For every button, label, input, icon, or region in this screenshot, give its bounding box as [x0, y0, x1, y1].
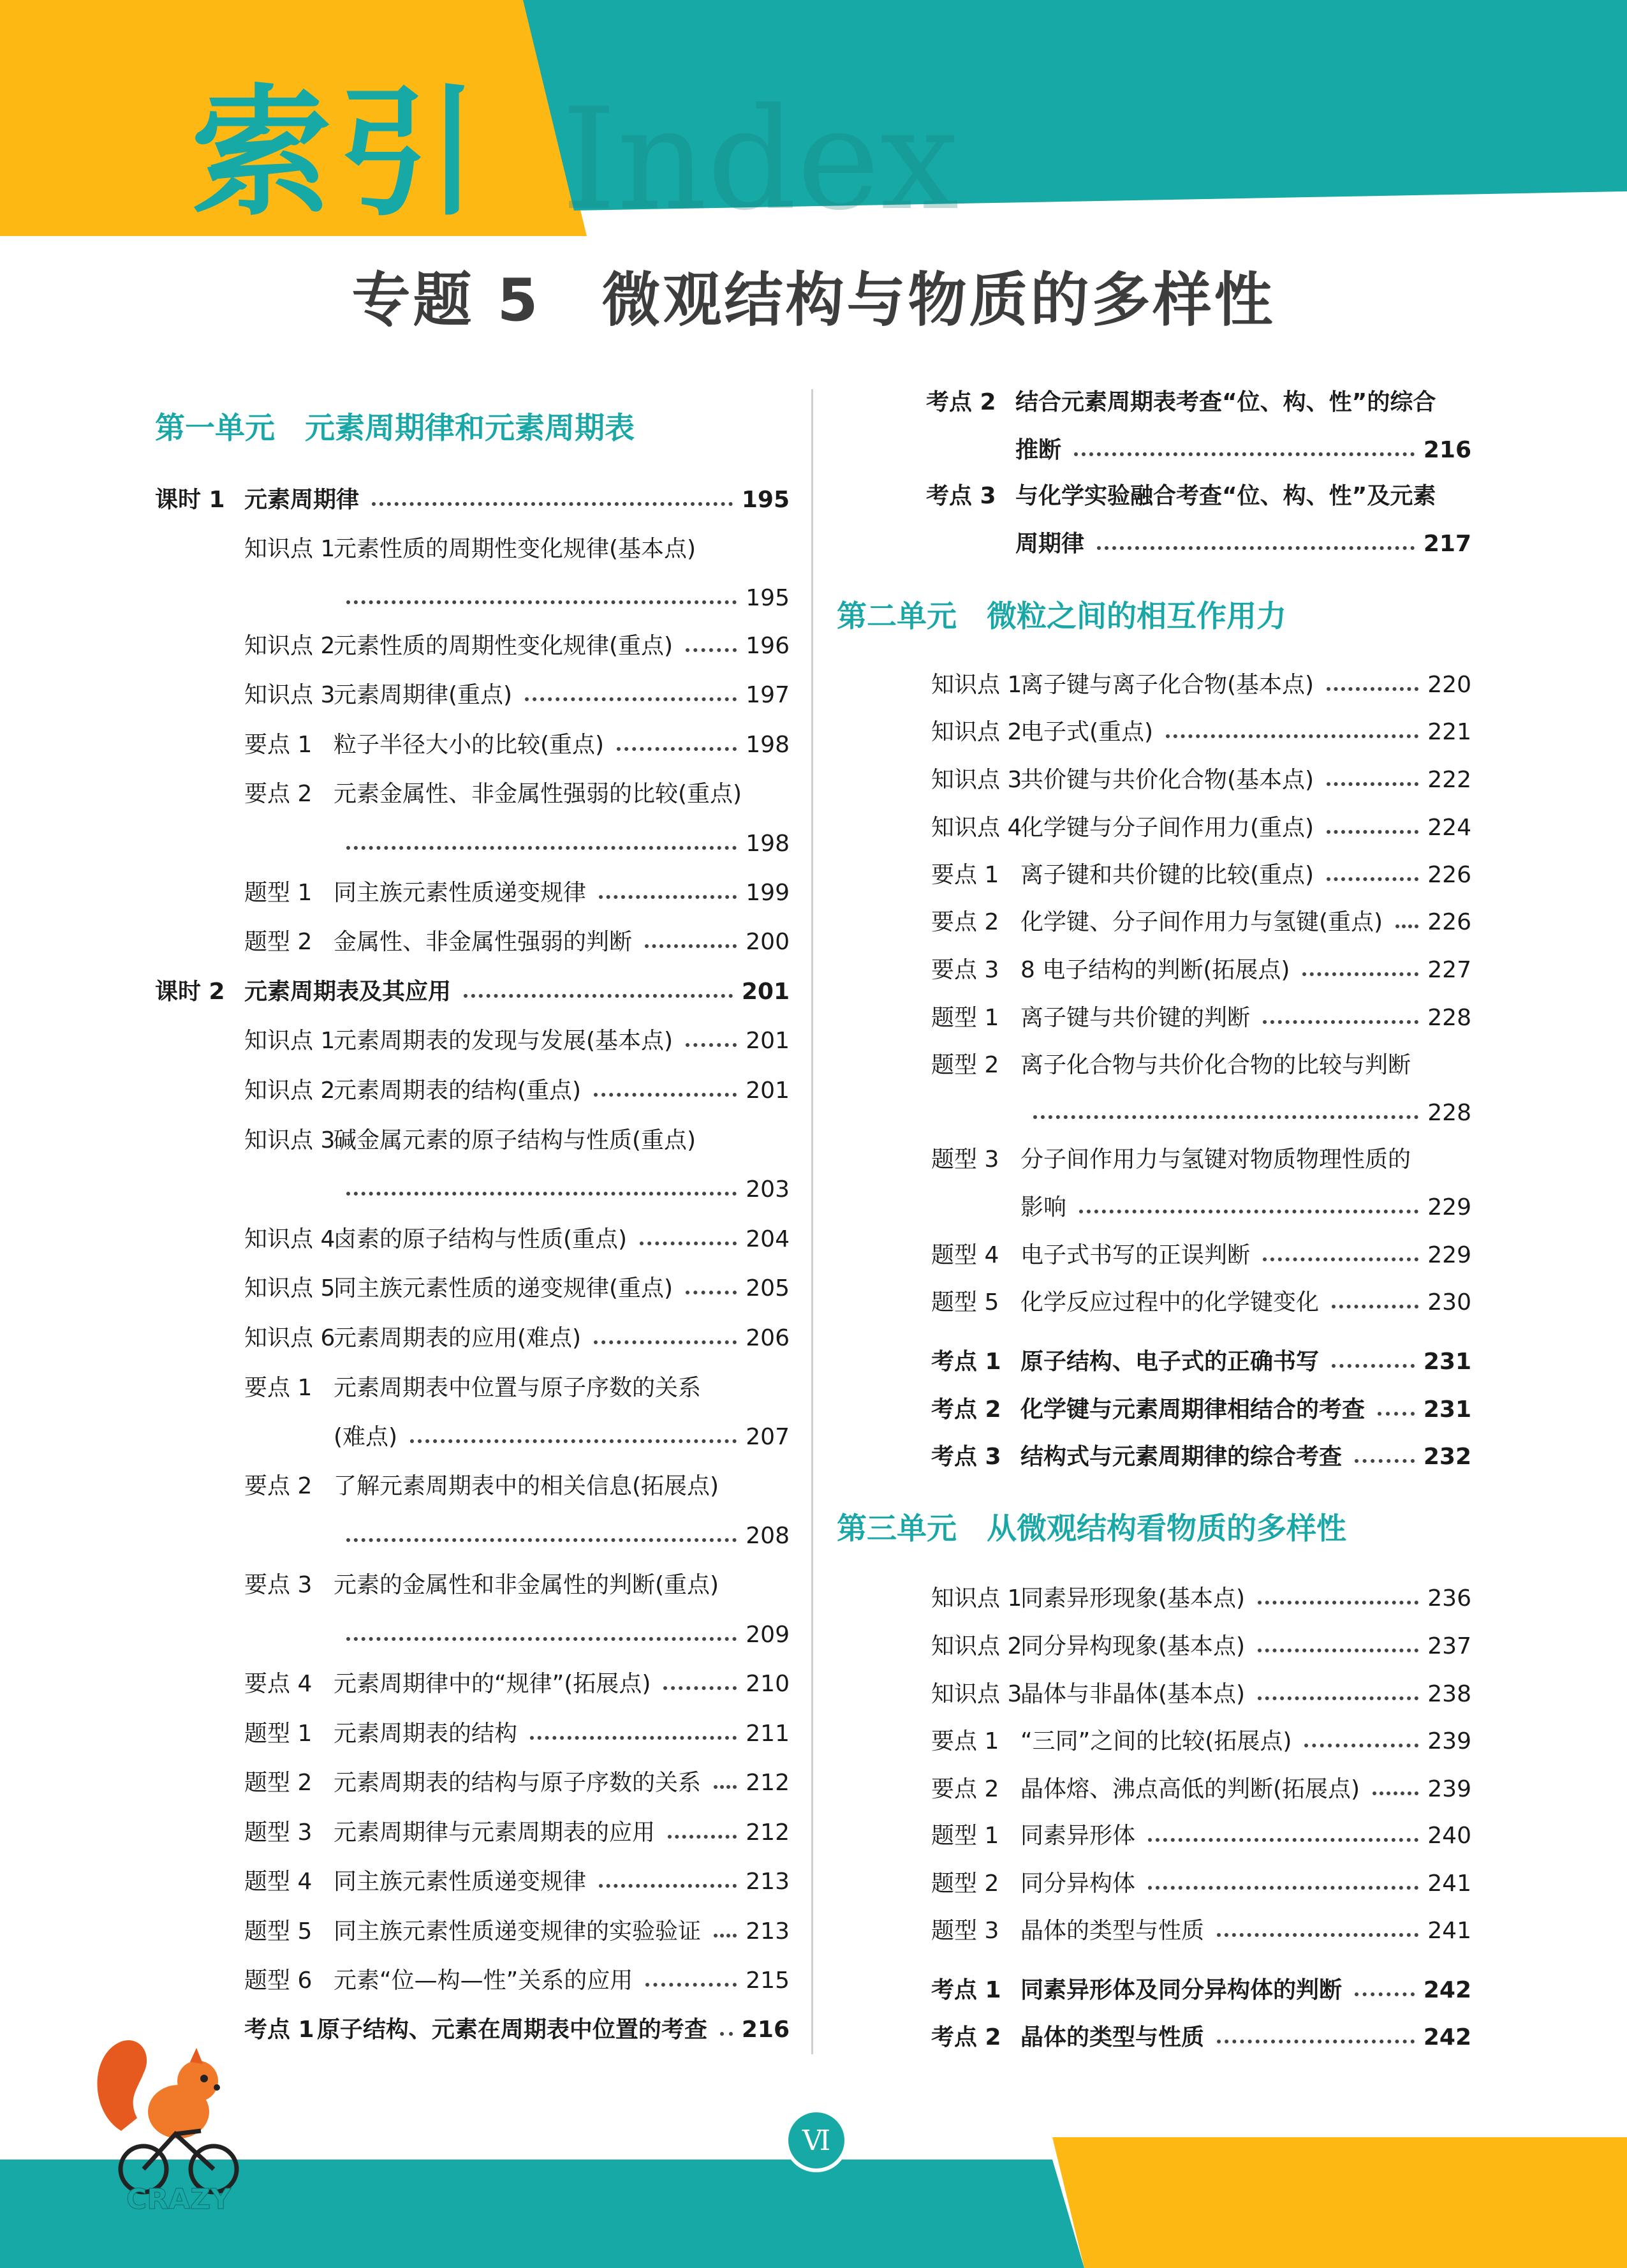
- toc-leader-dots: [1258, 1696, 1418, 1700]
- toc-page-number: 199: [746, 880, 790, 906]
- toc-page-number: 226: [1427, 862, 1471, 888]
- toc-entry-text: 周期律: [1015, 531, 1085, 557]
- toc-page-number: 228: [1427, 1005, 1471, 1031]
- toc-entry-text: 元素性质的周期性变化规律(基本点): [334, 536, 696, 562]
- toc-entry-text: 元素周期律中的“规律”(拓展点): [334, 1671, 651, 1697]
- header-watermark: Index: [561, 78, 959, 241]
- toc-page-number: 196: [746, 633, 790, 659]
- toc-leader-dots: [1355, 1459, 1415, 1463]
- toc-entry[interactable]: [931, 674, 1471, 697]
- toc-entry[interactable]: [931, 1148, 1471, 1171]
- squirrel-mascot-icon: [83, 2029, 274, 2214]
- toc-entry[interactable]: [244, 1525, 790, 1548]
- toc-entry-label: 知识点 4: [931, 815, 1022, 841]
- toc-entry-text: 晶体熔、沸点高低的判断(拓展点): [1020, 1776, 1360, 1802]
- toc-page-number: 232: [1423, 1444, 1471, 1470]
- toc-page-number: 220: [1427, 672, 1471, 698]
- toc-entry-text: 同主族元素性质递变规律: [334, 1869, 587, 1895]
- toc-page-number: 240: [1427, 1823, 1471, 1849]
- toc-entry[interactable]: [155, 489, 790, 512]
- toc-page-number: 209: [746, 1622, 790, 1648]
- toc-entry-label: 知识点 1: [931, 672, 1022, 698]
- toc-entry-label: 要点 1: [244, 1375, 313, 1401]
- toc-entry-label: 题型 2: [931, 1871, 999, 1897]
- toc-entry[interactable]: [926, 533, 1471, 556]
- toc-entry-text: 金属性、非金属性强弱的判断: [334, 929, 633, 955]
- toc-page-number: 200: [746, 929, 790, 955]
- toc-entry[interactable]: [244, 538, 790, 561]
- toc-page-number: 222: [1427, 767, 1471, 793]
- toc-entry[interactable]: [244, 1624, 790, 1647]
- toc-leader-dots: [1327, 830, 1418, 834]
- toc-leader-dots: [645, 1983, 737, 1987]
- toc-entry[interactable]: [244, 2019, 790, 2042]
- toc-entry-label: 知识点 3: [244, 1127, 335, 1153]
- toc-leader-dots: [1263, 1020, 1418, 1024]
- toc-page-number: 212: [746, 1770, 790, 1796]
- toc-page-number: 227: [1427, 957, 1471, 983]
- toc-entry-label: 知识点 2: [931, 719, 1022, 745]
- toc-entry-label: 考点 2: [931, 2024, 1001, 2050]
- toc-leader-dots: [599, 895, 737, 899]
- toc-entry-label: 要点 2: [931, 909, 999, 935]
- topic-title: 专题 5 微观结构与物质的多样性: [351, 266, 1276, 334]
- toc-entry-label: 题型 1: [931, 1005, 999, 1031]
- toc-entry-label: 课时 1: [155, 487, 225, 513]
- toc-page-number: 241: [1427, 1918, 1471, 1944]
- toc-entry-text: 同主族元素性质的递变规律(重点): [334, 1275, 674, 1301]
- toc-entry[interactable]: [931, 959, 1471, 982]
- toc-page-number: 210: [746, 1671, 790, 1697]
- toc-entry-text: “三同”之间的比较(拓展点): [1020, 1728, 1292, 1754]
- toc-entry[interactable]: [244, 1079, 790, 1102]
- toc-entry[interactable]: [244, 833, 790, 856]
- toc-page-number: 242: [1423, 1977, 1471, 2003]
- toc-page-number: 229: [1427, 1194, 1471, 1220]
- toc-leader-dots: [346, 846, 737, 850]
- toc-leader-dots: [346, 1192, 737, 1196]
- toc-entry-label: 知识点 6: [244, 1325, 335, 1351]
- toc-leader-dots: [640, 1241, 737, 1245]
- toc-page-number: 203: [746, 1176, 790, 1203]
- toc-entry[interactable]: [931, 1351, 1471, 1374]
- toc-entry-text: 化学键与元素周期律相结合的考查: [1020, 1397, 1366, 1423]
- toc-entry[interactable]: [931, 1683, 1471, 1706]
- toc-leader-dots: [686, 1291, 737, 1294]
- toc-entry-text: 电子式(重点): [1020, 719, 1154, 745]
- toc-entry-text: 元素周期表的结构: [334, 1721, 518, 1747]
- unit1-title: 第一单元 元素周期律和元素周期表: [155, 411, 635, 446]
- toc-leader-dots: [1148, 1886, 1418, 1890]
- toc-entry-text: 分子间作用力与氢键对物质物理性质的: [1020, 1146, 1411, 1173]
- toc-entry-label: 要点 3: [244, 1572, 313, 1598]
- toc-page-number: 236: [1427, 1585, 1471, 1612]
- toc-entry-text: 元素周期律(重点): [334, 682, 513, 708]
- toc-leader-dots: [1033, 1115, 1418, 1119]
- toc-leader-dots: [645, 944, 737, 948]
- toc-leader-dots: [594, 1340, 737, 1344]
- toc-entry-text: 离子键与离子化合物(基本点): [1020, 672, 1314, 698]
- toc-leader-dots: [1079, 1210, 1418, 1213]
- toc-entry-text: 元素周期表及其应用: [244, 979, 452, 1005]
- toc-entry[interactable]: [931, 1778, 1471, 1801]
- toc-entry-text: (难点): [334, 1424, 398, 1450]
- toc-page-number: 197: [746, 682, 790, 708]
- toc-leader-dots: [617, 747, 737, 751]
- toc-entry[interactable]: [244, 1228, 790, 1251]
- toc-entry[interactable]: [244, 587, 790, 610]
- toc-entry-text: 化学反应过程中的化学键变化: [1020, 1289, 1320, 1316]
- toc-leader-dots: [663, 1686, 737, 1690]
- toc-leader-dots: [530, 1736, 737, 1740]
- toc-entry-text: 结构式与元素周期律的综合考查: [1020, 1444, 1343, 1470]
- toc-entry-text: 同分异构体: [1020, 1871, 1136, 1897]
- toc-page-number: 242: [1423, 2024, 1471, 2050]
- toc-entry-label: 要点 1: [931, 1728, 999, 1754]
- toc-entry-text: 原子结构、电子式的正确书写: [1020, 1349, 1320, 1375]
- toc-page-number: 230: [1427, 1289, 1471, 1316]
- toc-leader-dots: [1263, 1257, 1418, 1261]
- toc-page-number: 205: [746, 1275, 790, 1301]
- toc-entry[interactable]: [931, 1730, 1471, 1753]
- toc-entry[interactable]: [244, 1821, 790, 1844]
- toc-page-number: 213: [746, 1918, 790, 1945]
- toc-entry-label: 考点 1: [244, 2017, 314, 2043]
- toc-entry-label: 知识点 5: [244, 1275, 335, 1301]
- toc-leader-dots: [1327, 782, 1418, 786]
- toc-entry-text: 元素周期表的发现与发展(基本点): [334, 1028, 674, 1054]
- toc-entry[interactable]: [244, 931, 790, 954]
- toc-page-number: 229: [1427, 1242, 1471, 1268]
- unit3-title: 第三单元 从微观结构看物质的多样性: [837, 1511, 1346, 1546]
- toc-entry-label: 要点 3: [931, 957, 999, 983]
- toc-entry-label: 题型 6: [244, 1968, 313, 1994]
- toc-entry[interactable]: [931, 1446, 1471, 1469]
- toc-entry-text: 8 电子结构的判断(拓展点): [1020, 957, 1290, 983]
- toc-entry-text: 卤素的原子结构与性质(重点): [334, 1226, 628, 1252]
- toc-entry-label: 要点 1: [931, 862, 999, 888]
- toc-entry[interactable]: [244, 1030, 790, 1053]
- toc-entry[interactable]: [244, 1673, 790, 1696]
- toc-entry[interactable]: [931, 1102, 1471, 1125]
- toc-entry-label: 题型 1: [244, 1721, 313, 1747]
- toc-entry-text: 元素金属性、非金属性强弱的比较(重点): [334, 781, 742, 807]
- toc-entry-label: 题型 3: [931, 1918, 999, 1944]
- toc-entry-text: 结合元素周期表考查“位、构、性”的综合: [1015, 389, 1436, 415]
- toc-entry[interactable]: [244, 1871, 790, 1894]
- toc-entry-text: 晶体的类型与性质: [1020, 1918, 1205, 1944]
- toc-entry-label: 知识点 4: [244, 1226, 335, 1252]
- toc-page-number: 238: [1427, 1681, 1471, 1707]
- toc-page-number: 231: [1423, 1397, 1471, 1423]
- toc-leader-dots: [1148, 1838, 1418, 1842]
- toc-entry-text: 电子式书写的正误判断: [1020, 1242, 1251, 1268]
- toc-entry[interactable]: [931, 864, 1471, 887]
- toc-page-number: 239: [1427, 1776, 1471, 1802]
- toc-entry-text: 元素的金属性和非金属性的判断(重点): [334, 1572, 719, 1598]
- toc-entry-text: 粒子半径大小的比较(重点): [334, 732, 605, 758]
- toc-entry[interactable]: [244, 1723, 790, 1745]
- toc-leader-dots: [1217, 1933, 1418, 1937]
- toc-entry-label: 要点 4: [244, 1671, 313, 1697]
- toc-page-number: 201: [741, 979, 790, 1005]
- toc-entry-label: 题型 5: [244, 1918, 313, 1945]
- header-title: 索引: [191, 71, 485, 235]
- toc-leader-dots: [525, 697, 737, 701]
- toc-entry[interactable]: [931, 1920, 1471, 1943]
- toc-entry-text: 同分异构现象(基本点): [1020, 1633, 1246, 1659]
- toc-leader-dots: [668, 1835, 737, 1839]
- toc-entry[interactable]: [926, 439, 1471, 462]
- toc-entry[interactable]: [931, 1587, 1471, 1610]
- toc-leader-dots: [1332, 1364, 1415, 1368]
- toc-entry-label: 题型 1: [931, 1823, 999, 1849]
- toc-entry-label: 题型 1: [244, 880, 313, 906]
- toc-entry[interactable]: [931, 1979, 1471, 2002]
- toc-entry-label: 题型 4: [244, 1869, 313, 1895]
- toc-page-number: 207: [746, 1424, 790, 1450]
- toc-entry-label: 考点 1: [931, 1977, 1001, 2003]
- toc-page-number: 221: [1427, 719, 1471, 745]
- toc-leader-dots: [1074, 452, 1415, 456]
- toc-entry[interactable]: [244, 1426, 790, 1449]
- toc-entry-text: 同主族元素性质递变规律的实验验证: [334, 1918, 702, 1945]
- toc-entry[interactable]: [244, 1277, 790, 1300]
- toc-entry[interactable]: [931, 1635, 1471, 1658]
- toc-leader-dots: [720, 2032, 733, 2036]
- unit2-title: 第二单元 微粒之间的相互作用力: [837, 599, 1286, 634]
- toc-leader-dots: [1327, 687, 1418, 691]
- toc-entry[interactable]: [244, 1377, 790, 1400]
- toc-entry-label: 知识点 2: [931, 1633, 1022, 1659]
- toc-page-number: 195: [746, 585, 790, 611]
- toc-leader-dots: [1378, 1412, 1415, 1416]
- toc-entry[interactable]: [926, 391, 1471, 414]
- toc-entry-label: 考点 3: [926, 483, 996, 509]
- toc-entry-text: 离子化合物与共价化合物的比较与判断: [1020, 1052, 1411, 1078]
- toc-leader-dots: [1097, 546, 1415, 550]
- toc-entry[interactable]: [244, 1772, 790, 1795]
- toc-entry-text: 同主族元素性质递变规律: [334, 880, 587, 906]
- toc-entry[interactable]: [931, 769, 1471, 792]
- toc-entry-text: 了解元素周期表中的相关信息(拓展点): [334, 1473, 719, 1499]
- toc-entry[interactable]: [244, 1574, 790, 1597]
- toc-entry-text: 元素周期表的结构与原子序数的关系: [334, 1770, 702, 1796]
- toc-leader-dots: [686, 648, 737, 652]
- toc-page-number: 212: [746, 1820, 790, 1846]
- toc-page-number: 201: [746, 1078, 790, 1104]
- toc-entry-text: 同素异形体及同分异构体的判断: [1020, 1977, 1343, 2003]
- toc-entry-text: 晶体与非晶体(基本点): [1020, 1681, 1246, 1707]
- toc-entry-text: 元素周期表的结构(重点): [334, 1078, 582, 1104]
- toc-entry-text: 原子结构、元素在周期表中位置的考查: [316, 2017, 707, 2043]
- toc-entry-text: 与化学实验融合考查“位、构、性”及元素: [1015, 483, 1436, 509]
- toc-leader-dots: [686, 1043, 737, 1047]
- toc-entry[interactable]: [931, 1054, 1471, 1077]
- toc-entry-label: 题型 2: [931, 1052, 999, 1078]
- toc-entry[interactable]: [926, 485, 1471, 508]
- toc-leader-dots: [346, 1538, 737, 1542]
- toc-leader-dots: [1258, 1649, 1418, 1652]
- toc-entry[interactable]: [931, 721, 1471, 744]
- toc-page-number: 206: [746, 1325, 790, 1351]
- toc-entry-text: 共价键与共价化合物(基本点): [1020, 767, 1314, 793]
- toc-entry[interactable]: [931, 1196, 1471, 1219]
- toc-entry[interactable]: [931, 2026, 1471, 2049]
- toc-entry-label: 知识点 2: [244, 1078, 335, 1104]
- toc-page-number: 211: [746, 1721, 790, 1747]
- toc-entry-label: 考点 2: [931, 1397, 1001, 1423]
- toc-entry-text: 影响: [1020, 1194, 1067, 1220]
- toc-leader-dots: [346, 600, 737, 604]
- toc-page-number: 198: [746, 831, 790, 857]
- toc-entry[interactable]: [155, 981, 790, 1004]
- toc-entry[interactable]: [244, 1475, 790, 1498]
- toc-entry[interactable]: [931, 1872, 1471, 1895]
- toc-entry-label: 题型 4: [931, 1242, 999, 1268]
- toc-page-number: 241: [1427, 1871, 1471, 1897]
- toc-entry-label: 要点 2: [244, 1473, 313, 1499]
- toc-leader-dots: [372, 502, 733, 506]
- toc-page-number: 216: [1423, 437, 1471, 463]
- toc-leader-dots: [1373, 1791, 1418, 1795]
- toc-page-number: 208: [746, 1523, 790, 1549]
- toc-entry-text: 元素周期表中位置与原子序数的关系: [334, 1375, 702, 1401]
- toc-entry-label: 知识点 1: [244, 1028, 335, 1054]
- toc-leader-dots: [1166, 734, 1418, 738]
- toc-entry[interactable]: [244, 635, 790, 658]
- toc-page-number: 217: [1423, 531, 1471, 557]
- toc-entry[interactable]: [244, 882, 790, 905]
- toc-leader-dots: [346, 1637, 737, 1641]
- toc-entry-text: 离子键与共价键的判断: [1020, 1005, 1251, 1031]
- toc-leader-dots: [1327, 877, 1418, 881]
- toc-page-number: 215: [746, 1968, 790, 1994]
- toc-entry[interactable]: [244, 684, 790, 707]
- toc-entry-text: 同素异形体: [1020, 1823, 1136, 1849]
- toc-entry-label: 题型 2: [244, 1770, 313, 1796]
- toc-entry-label: 知识点 1: [244, 536, 335, 562]
- toc-entry-text: 元素周期律: [244, 487, 360, 513]
- toc-entry-label: 要点 2: [931, 1776, 999, 1802]
- toc-entry-text: 元素周期表的应用(难点): [334, 1325, 582, 1351]
- toc-leader-dots: [1217, 2040, 1415, 2043]
- toc-entry[interactable]: [244, 783, 790, 806]
- toc-page-number: 198: [746, 732, 790, 758]
- toc-page-number: 226: [1427, 909, 1471, 935]
- toc-entry-text: 同素异形现象(基本点): [1020, 1585, 1246, 1612]
- toc-entry[interactable]: [244, 1969, 790, 1992]
- toc-leader-dots: [410, 1439, 737, 1443]
- toc-leader-dots: [594, 1093, 737, 1097]
- toc-entry-text: 推断: [1015, 437, 1062, 463]
- toc-page-number: 204: [746, 1226, 790, 1252]
- toc-entry-label: 知识点 1: [931, 1585, 1022, 1612]
- toc-entry-label: 要点 1: [244, 732, 313, 758]
- toc-entry-label: 题型 5: [931, 1289, 999, 1316]
- toc-page-number: 231: [1423, 1349, 1471, 1375]
- toc-entry-text: 化学键与分子间作用力(重点): [1020, 815, 1314, 841]
- toc-entry[interactable]: [931, 1007, 1471, 1030]
- toc-leader-dots: [1258, 1601, 1418, 1605]
- toc-entry-text: 碱金属元素的原子结构与性质(重点): [334, 1127, 696, 1153]
- toc-entry[interactable]: [244, 1920, 790, 1943]
- toc-leader-dots: [1302, 972, 1418, 976]
- toc-entry[interactable]: [931, 911, 1471, 934]
- toc-entry-label: 知识点 3: [931, 767, 1022, 793]
- toc-leader-dots: [599, 1884, 737, 1888]
- footer-orange-band: [1052, 2137, 1627, 2268]
- toc-entry-label: 要点 2: [244, 781, 313, 807]
- toc-entry-label: 知识点 3: [244, 682, 335, 708]
- toc-leader-dots: [1332, 1305, 1418, 1308]
- toc-entry-text: 元素周期律与元素周期表的应用: [334, 1820, 656, 1846]
- toc-entry-label: 知识点 3: [931, 1681, 1022, 1707]
- toc-leader-dots: [714, 1785, 737, 1789]
- toc-entry[interactable]: [244, 1327, 790, 1350]
- toc-entry-label: 考点 2: [926, 389, 996, 415]
- toc-entry-label: 考点 3: [931, 1444, 1001, 1470]
- toc-entry[interactable]: [244, 1129, 790, 1152]
- toc-page-number: 213: [746, 1869, 790, 1895]
- toc-page-number: 195: [741, 487, 790, 513]
- toc-entry-label: 题型 2: [244, 929, 313, 955]
- toc-leader-dots: [1355, 1992, 1415, 1996]
- toc-entry-text: 离子键和共价键的比较(重点): [1020, 862, 1314, 888]
- toc-page-number: 224: [1427, 815, 1471, 841]
- toc-entry[interactable]: [931, 1825, 1471, 1848]
- toc-page-number: 239: [1427, 1728, 1471, 1754]
- toc-entry-text: 元素性质的周期性变化规律(重点): [334, 633, 674, 659]
- page-number-badge: Ⅵ: [784, 2109, 848, 2172]
- toc-entry[interactable]: [244, 734, 790, 757]
- toc-entry-label: 题型 3: [931, 1146, 999, 1173]
- logo-text: CRAZY: [126, 2183, 231, 2214]
- toc-entry[interactable]: [931, 1398, 1471, 1421]
- toc-entry-text: 化学键、分子间作用力与氢键(重点): [1020, 909, 1383, 935]
- toc-entry-text: 晶体的类型与性质: [1020, 2024, 1205, 2050]
- toc-entry-label: 知识点 2: [244, 633, 335, 659]
- toc-entry-label: 题型 3: [244, 1820, 313, 1846]
- toc-leader-dots: [1304, 1744, 1418, 1747]
- toc-entry[interactable]: [931, 1244, 1471, 1267]
- toc-page-number: 228: [1427, 1100, 1471, 1126]
- toc-leader-dots: [464, 994, 733, 998]
- toc-page-number: 201: [746, 1028, 790, 1054]
- column-divider: [811, 389, 813, 2054]
- toc-entry[interactable]: [931, 817, 1471, 840]
- toc-entry-label: 考点 1: [931, 1349, 1001, 1375]
- toc-leader-dots: [1395, 924, 1418, 928]
- toc-page-number: 216: [741, 2017, 790, 2043]
- toc-entry[interactable]: [244, 1178, 790, 1201]
- toc-entry[interactable]: [931, 1291, 1471, 1314]
- toc-leader-dots: [714, 1934, 737, 1938]
- toc-entry-text: 元素“位—构—性”关系的应用: [334, 1968, 633, 1994]
- toc-page-number: 237: [1427, 1633, 1471, 1659]
- toc-entry-label: 课时 2: [155, 979, 225, 1005]
